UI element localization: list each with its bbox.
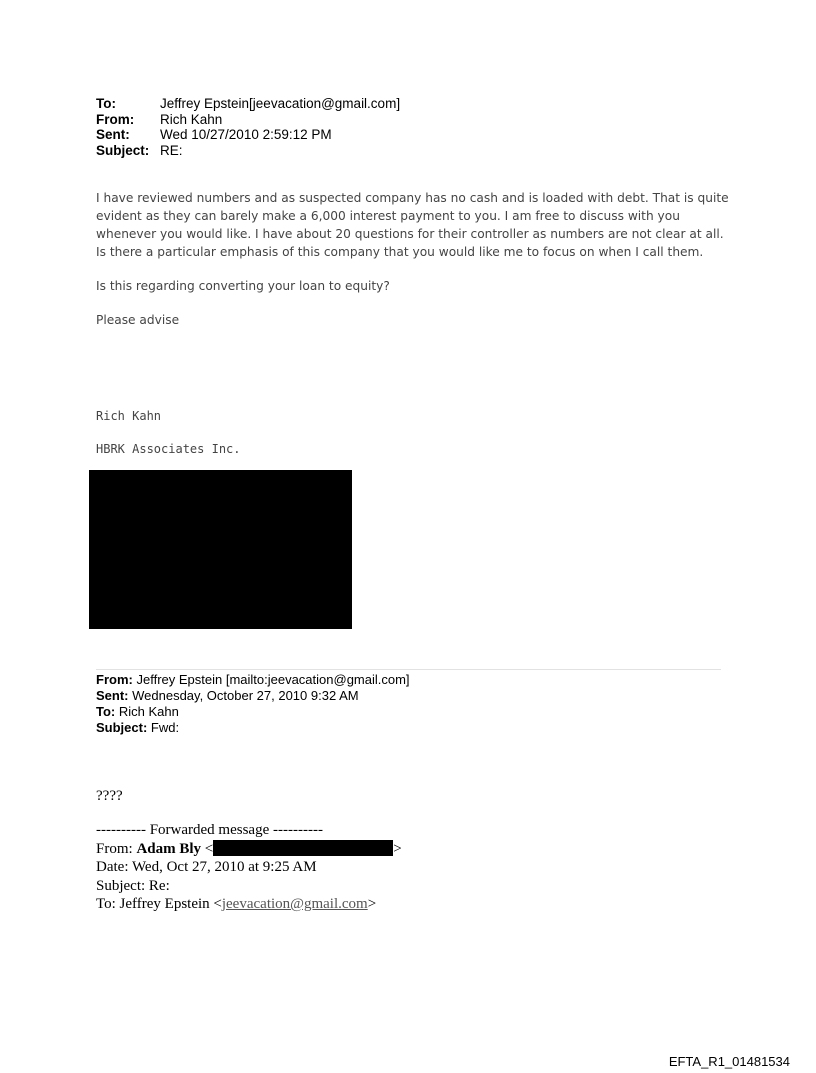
redaction-block xyxy=(89,470,352,629)
header-subject-row xyxy=(96,143,400,159)
quoted-subject-value: Fwd: xyxy=(150,720,180,735)
quote-divider xyxy=(96,669,721,670)
forward-to-email-link[interactable]: jeevacation@gmail.com xyxy=(221,896,368,912)
header-subject-value: RE: xyxy=(160,142,183,158)
forward-separator: ---------- Forwarded message ---------- xyxy=(96,822,323,838)
forward-from-name: Adam Bly xyxy=(136,841,202,857)
forward-date-line: Date: Wed, Oct 27, 2010 at 9:25 AM xyxy=(96,859,317,875)
signature-company: HBRK Associates Inc. xyxy=(96,442,241,456)
document-id: EFTA_R1_01481534 xyxy=(668,1054,790,1069)
reply-paragraph-1: I have reviewed numbers and as suspected company has no cash and is loaded with debt. That is quite evident as they can barely make a 6,000 interest payment to you. I am free to discuss with you whenever you would like. I have about 20 questions for their controller as numbers are not clear at all. Is there a particular emphasis of this company that you would like me to focus on when I call them. xyxy=(96,191,729,259)
quoted-from-row xyxy=(96,672,410,688)
signature-name: Rich Kahn xyxy=(96,409,162,423)
quoted-header xyxy=(96,672,410,736)
header-to-value: Jeffrey Epstein[jeevacation@gmail.com] xyxy=(160,96,401,111)
question-marks: ???? xyxy=(96,788,123,804)
email-header xyxy=(96,96,400,158)
header-sent-row xyxy=(96,127,400,143)
forward-from-line xyxy=(96,840,402,859)
quoted-subject-row xyxy=(96,720,410,736)
quoted-subject-label: Subject: xyxy=(96,720,148,735)
quoted-to-value: Rich Kahn xyxy=(118,704,179,719)
quoted-sent-value: Wednesday, October 27, 2010 9:32 AM xyxy=(132,688,359,703)
header-sent-value: Wed 10/27/2010 2:59:12 PM xyxy=(160,127,332,142)
header-to-label: To: xyxy=(96,96,116,111)
forward-from-open: < xyxy=(201,841,214,857)
forward-to-suffix: > xyxy=(367,896,377,912)
quoted-to-label: To: xyxy=(96,704,116,719)
reply-paragraph-2: Is this regarding converting your loan to equity? xyxy=(96,279,390,293)
header-sent-label: Sent: xyxy=(96,127,130,142)
forward-to-line xyxy=(96,895,376,914)
forward-from-prefix: From: xyxy=(96,841,137,857)
quoted-from-label: From: xyxy=(96,672,133,687)
header-from-label: From: xyxy=(96,111,135,127)
header-from-value: Rich Kahn xyxy=(160,111,223,127)
header-subject-label: Subject: xyxy=(96,142,150,158)
quoted-sent-label: Sent: xyxy=(96,688,129,703)
redaction-inline xyxy=(213,840,393,856)
quoted-from-value: Jeffrey Epstein [mailto:jeevacation@gmail.com] xyxy=(136,672,410,687)
header-from-row xyxy=(96,112,400,128)
forward-to-prefix: To: Jeffrey Epstein < xyxy=(96,896,222,912)
header-to-row xyxy=(96,96,400,112)
forward-from-close: > xyxy=(393,841,402,857)
quoted-sent-row xyxy=(96,688,410,704)
reply-paragraph-3: Please advise xyxy=(96,313,180,327)
forward-subject-line: Subject: Re: xyxy=(96,878,170,894)
quoted-to-row xyxy=(96,704,410,720)
